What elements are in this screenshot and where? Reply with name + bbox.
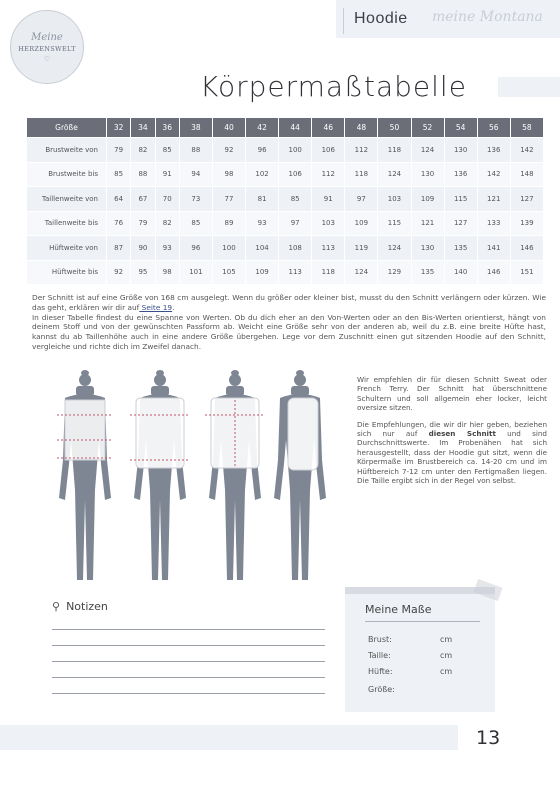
page-title: Körpermaßtabelle	[200, 70, 467, 103]
size-value-cell: 136	[444, 162, 477, 187]
intro-p1-end: .	[172, 302, 175, 312]
size-value-cell: 96	[246, 138, 279, 163]
size-value-cell: 76	[107, 211, 131, 236]
size-value-cell: 96	[179, 236, 212, 261]
size-value-cell: 108	[279, 236, 312, 261]
heart-icon: ♡	[43, 54, 51, 63]
measure-label-hip: Hüfte:	[368, 667, 393, 676]
size-value-cell: 130	[411, 162, 444, 187]
size-value-cell: 136	[477, 138, 510, 163]
size-value-cell: 109	[345, 211, 378, 236]
size-value-cell: 112	[345, 138, 378, 163]
size-value-cell: 64	[107, 187, 131, 212]
size-header-cell: 40	[212, 118, 245, 138]
size-value-cell: 124	[378, 236, 411, 261]
header-brand-script: meine Montana	[432, 9, 543, 25]
size-value-cell: 130	[411, 236, 444, 261]
size-value-cell: 146	[477, 260, 510, 285]
size-table	[26, 117, 544, 285]
measure-label-chest: Brust:	[368, 635, 392, 644]
size-value-cell: 113	[279, 260, 312, 285]
size-value-cell: 94	[179, 162, 212, 187]
side-p2-a: Die Empfehlungen, die wir dir hier geben, beziehen sich nur auf	[357, 419, 547, 439]
size-value-cell: 100	[279, 138, 312, 163]
size-value-cell: 139	[510, 211, 543, 236]
size-value-cell: 70	[155, 187, 179, 212]
header-title: Hoodie	[354, 10, 408, 27]
note-line[interactable]	[52, 693, 325, 694]
notes-heading	[52, 600, 108, 613]
size-value-cell: 82	[131, 138, 155, 163]
page-19-link[interactable]: Seite 19	[139, 302, 173, 312]
size-value-cell: 121	[477, 187, 510, 212]
row-label: Hüftweite bis	[27, 260, 107, 285]
size-value-cell: 124	[411, 138, 444, 163]
size-value-cell: 81	[246, 187, 279, 212]
size-value-cell: 127	[444, 211, 477, 236]
row-label: Brustweite von	[27, 138, 107, 163]
size-header-cell: 54	[444, 118, 477, 138]
size-header-cell: 42	[246, 118, 279, 138]
size-value-cell: 85	[107, 162, 131, 187]
size-value-cell: 148	[510, 162, 543, 187]
size-value-cell: 118	[378, 138, 411, 163]
figure-side-hoodie	[274, 370, 326, 580]
size-value-cell: 85	[155, 138, 179, 163]
size-header-cell: 48	[345, 118, 378, 138]
size-header-cell: 32	[107, 118, 131, 138]
size-table-row	[27, 187, 544, 212]
size-header-cell: 52	[411, 118, 444, 138]
size-value-cell: 121	[411, 211, 444, 236]
figure-front-plain	[57, 370, 113, 580]
size-value-cell: 151	[510, 260, 543, 285]
size-value-cell: 88	[131, 162, 155, 187]
size-value-cell: 87	[107, 236, 131, 261]
size-value-cell: 77	[212, 187, 245, 212]
card-divider	[365, 621, 480, 622]
brand-logo	[10, 10, 84, 84]
intro-text	[32, 293, 546, 352]
size-value-cell: 88	[179, 138, 212, 163]
size-value-cell: 105	[212, 260, 245, 285]
size-value-cell: 142	[510, 138, 543, 163]
size-value-cell: 97	[345, 187, 378, 212]
size-table-header-row	[27, 118, 544, 138]
size-value-cell: 85	[279, 187, 312, 212]
size-header-label: Größe	[27, 118, 107, 138]
size-value-cell: 112	[312, 162, 345, 187]
note-line[interactable]	[52, 661, 325, 662]
size-value-cell: 93	[246, 211, 279, 236]
size-value-cell: 109	[411, 187, 444, 212]
size-value-cell: 146	[510, 236, 543, 261]
note-line[interactable]	[52, 645, 325, 646]
size-value-cell: 133	[477, 211, 510, 236]
size-value-cell: 140	[444, 260, 477, 285]
size-value-cell: 130	[444, 138, 477, 163]
size-value-cell: 79	[107, 138, 131, 163]
figure-front-hoodie	[130, 370, 190, 580]
my-measurements-title: Meine Maße	[365, 603, 432, 616]
measure-unit-hip: cm	[440, 667, 453, 676]
size-value-cell: 135	[411, 260, 444, 285]
notes-title: Notizen	[66, 600, 108, 613]
size-value-cell: 127	[510, 187, 543, 212]
row-label: Taillenweite bis	[27, 211, 107, 236]
tape-decoration	[345, 587, 495, 594]
size-value-cell: 98	[155, 260, 179, 285]
size-value-cell: 79	[131, 211, 155, 236]
size-value-cell: 89	[212, 211, 245, 236]
size-value-cell: 142	[477, 162, 510, 187]
size-value-cell: 103	[378, 187, 411, 212]
measure-label-size: Größe:	[368, 685, 395, 694]
row-label: Taillenweite von	[27, 187, 107, 212]
measure-unit-chest: cm	[440, 635, 453, 644]
page-number: 13	[476, 727, 501, 749]
size-value-cell: 98	[212, 162, 245, 187]
size-value-cell: 100	[212, 236, 245, 261]
note-line[interactable]	[52, 677, 325, 678]
size-table-row	[27, 260, 544, 285]
intro-paragraph-2: In dieser Tabelle findest du eine Spanne von Werten. Ob du dich eher an den Von-Werten oder an den Bis-Werten orientierst, hängt von deinem Stoff und von der gewünschten Passform ab. Weicht eine Größe sehr von der anderen ab, weil du z.B. eine breite Hüfte hast, kannst du ab Taillenhöhe auch in eine andere Größe übergehen. Lege vor dem Zuschnitt einen gut sitzenden Hoodie auf den Schnitt, vergleiche und richte dich im Zweifel danach.	[32, 312, 546, 351]
size-value-cell: 67	[131, 187, 155, 212]
size-value-cell: 135	[444, 236, 477, 261]
measure-label-waist: Taille:	[368, 651, 391, 660]
footer-bar	[0, 725, 458, 750]
logo-script: Meine	[31, 31, 63, 43]
tape-decoration-corner	[473, 579, 502, 601]
size-header-cell: 58	[510, 118, 543, 138]
size-header-cell: 46	[312, 118, 345, 138]
figure-front-hoodie-zip	[205, 370, 265, 580]
header-divider	[343, 8, 344, 34]
row-label: Hüftweite von	[27, 236, 107, 261]
size-value-cell: 104	[246, 236, 279, 261]
row-label: Brustweite bis	[27, 162, 107, 187]
size-value-cell: 115	[444, 187, 477, 212]
size-value-cell: 119	[345, 236, 378, 261]
size-value-cell: 82	[155, 211, 179, 236]
pin-icon: ⚲	[52, 600, 61, 613]
size-header-cell: 44	[279, 118, 312, 138]
size-value-cell: 92	[212, 138, 245, 163]
size-value-cell: 85	[179, 211, 212, 236]
title-accent-bar	[498, 77, 560, 97]
size-table-row	[27, 211, 544, 236]
size-value-cell: 118	[345, 162, 378, 187]
side-p2-bold: diesen Schnitt	[428, 429, 496, 439]
size-value-cell: 90	[131, 236, 155, 261]
size-value-cell: 97	[279, 211, 312, 236]
my-measurements-card	[345, 587, 495, 712]
size-table-row	[27, 138, 544, 163]
size-value-cell: 113	[312, 236, 345, 261]
size-value-cell: 141	[477, 236, 510, 261]
note-line[interactable]	[52, 629, 325, 630]
size-value-cell: 109	[246, 260, 279, 285]
size-header-cell: 50	[378, 118, 411, 138]
size-value-cell: 124	[345, 260, 378, 285]
size-header-cell: 38	[179, 118, 212, 138]
body-measurement-figures	[45, 370, 345, 580]
size-value-cell: 102	[246, 162, 279, 187]
measure-unit-waist: cm	[440, 651, 453, 660]
size-value-cell: 95	[131, 260, 155, 285]
size-header-cell: 56	[477, 118, 510, 138]
size-header-cell: 36	[155, 118, 179, 138]
size-value-cell: 124	[378, 162, 411, 187]
size-value-cell: 101	[179, 260, 212, 285]
size-value-cell: 118	[312, 260, 345, 285]
size-table-row	[27, 162, 544, 187]
size-value-cell: 129	[378, 260, 411, 285]
size-value-cell: 92	[107, 260, 131, 285]
size-value-cell: 73	[179, 187, 212, 212]
size-value-cell: 103	[312, 211, 345, 236]
intro-p1-text: Der Schnitt ist auf eine Größe von 168 cm ausgelegt. Wenn du größer oder kleiner bist, musst du den Schnitt verlängern oder kürzen. Wie das geht, erklären wir dir auf	[32, 293, 546, 312]
size-value-cell: 106	[312, 138, 345, 163]
side-paragraph-1: Wir empfehlen dir für diesen Schnitt Sweat oder French Terry. Der Schnitt hat überschnittene Schultern und soll allgemein eher locker, leicht oversize sitzen.	[357, 375, 547, 413]
size-table-row	[27, 236, 544, 261]
size-value-cell: 106	[279, 162, 312, 187]
intro-paragraph-1	[32, 293, 546, 313]
side-paragraph-2	[357, 420, 547, 486]
side-p2-b: und sind Durchschnittswerte. Im Probenähen hat sich herausgestellt, dass der Hoodie gut sitzt, wenn die Körpermaße im Brustbereich ca. 14-20 cm und im Hüftbereich 7-12 cm unter den Fertigmaßen liegen. Die Taille ergibt sich in der Regel von selbst.	[357, 429, 547, 486]
size-value-cell: 91	[312, 187, 345, 212]
fabric-recommendation-text	[357, 375, 547, 492]
size-value-cell: 91	[155, 162, 179, 187]
logo-caps: HERZENSWELT	[18, 44, 76, 53]
size-value-cell: 115	[378, 211, 411, 236]
size-value-cell: 93	[155, 236, 179, 261]
size-header-cell: 34	[131, 118, 155, 138]
